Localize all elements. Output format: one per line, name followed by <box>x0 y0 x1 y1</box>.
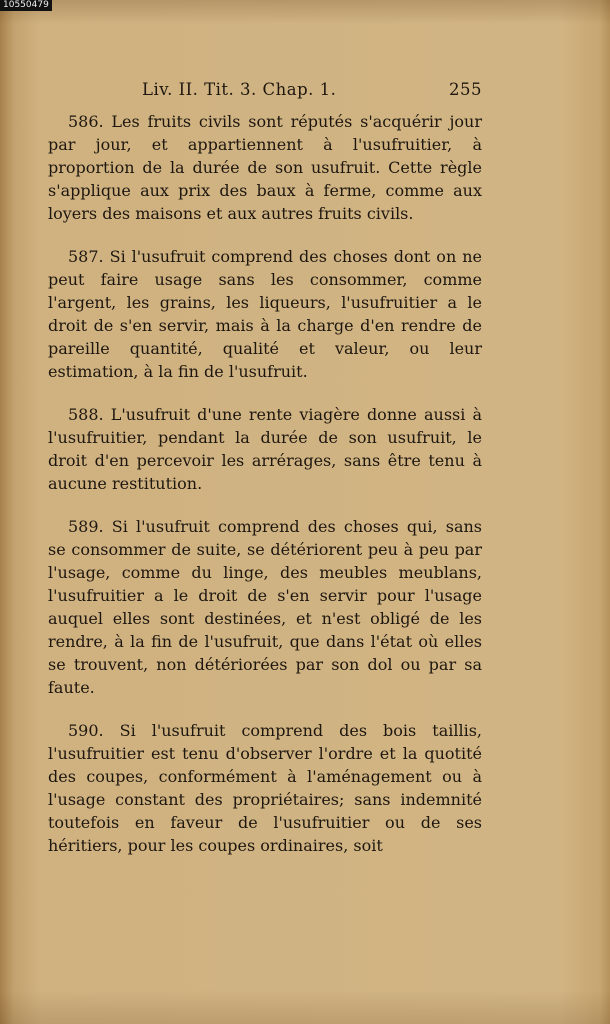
page-number: 255 <box>449 80 482 99</box>
article-number: 589. <box>68 517 104 536</box>
page-header <box>142 80 482 102</box>
article-586 <box>48 110 482 225</box>
article-text: L'usufruit d'une rente viagère donne aussi à l'usufruitier, pendant la durée de son usufruit, le droit d'en percevoir les arrérages, sans être tenu à aucune restitution. <box>48 405 483 493</box>
article-number: 587. <box>68 247 104 266</box>
page-body <box>48 110 482 857</box>
scan-id-label: 10550479 <box>0 0 52 11</box>
article-588 <box>48 403 482 495</box>
article-590 <box>48 719 482 857</box>
article-587 <box>48 245 482 383</box>
article-text: Si l'usufruit comprend des choses qui, sans se consommer de suite, se détériorent peu à peu par l'usage, comme du linge, des meubles meublans, l'usufruitier a le droit de s'en servir pour l'usage auquel elles sont destinées, et n'est obligé de les rendre, à la fin de l'usufruit, que dans l'état où elles se trouvent, non détériorées par son dol ou par sa faute. <box>48 517 483 697</box>
article-589 <box>48 515 482 699</box>
running-title: Liv. II. Tit. 3. Chap. 1. <box>142 80 337 99</box>
article-number: 586. <box>68 112 104 131</box>
article-text: Si l'usufruit comprend des choses dont on ne peut faire usage sans les consommer, comme l'argent, les grains, les liqueurs, l'usufruitier a le droit de s'en servir, mais à la charge d'en rendre de pareille quantité, qualité et valeur, ou leur estimation, à la fin de l'usufruit. <box>48 247 482 381</box>
article-text: Les fruits civils sont réputés s'acquérir jour par jour, et appartiennent à l'usufruitier, à proportion de la durée de son usufruit. Cette règle s'applique aux prix des baux à ferme, comme aux loyers des maisons et aux autres fruits civils. <box>48 112 482 223</box>
article-number: 590. <box>68 721 104 740</box>
article-number: 588. <box>68 405 104 424</box>
article-text: Si l'usufruit comprend des bois taillis, l'usufruitier est tenu d'observer l'ordre et la quotité des coupes, conformément à l'aménagement ou à l'usage constant des propriétaires; sans indemnité toutefois en faveur de l'usufruitier ou de ses héritiers, pour les coupes ordinaires, soit <box>48 721 482 855</box>
